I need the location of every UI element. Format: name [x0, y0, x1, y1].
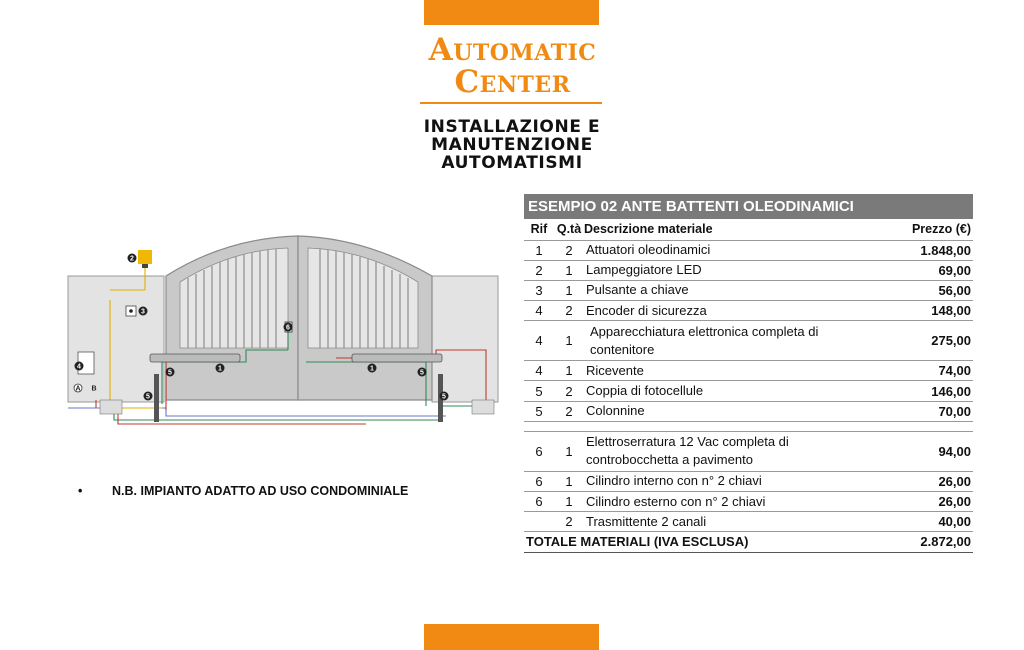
note-bullet: • — [78, 484, 83, 498]
bottom-accent-bar — [424, 624, 599, 650]
actuator-left — [150, 354, 240, 362]
page-subtitle — [412, 118, 612, 172]
subtitle-line-1: INSTALLAZIONE E — [423, 117, 601, 137]
callout-4: 4 — [77, 363, 81, 371]
table-row: 6 1 Cilindro esterno con n° 2 chiavi 26,00 — [524, 492, 973, 512]
brand-line-2: Center — [454, 64, 571, 100]
table-spacer-row — [524, 421, 973, 431]
table-row: 6 1 Elettroserratura 12 Vac completa di controbocchetta a pavimento 94,00 — [524, 431, 973, 471]
callout-5-a: 5 — [168, 369, 172, 377]
table-row: 5 2 Colonnine 70,00 — [524, 401, 973, 421]
callout-5-d: 5 — [442, 393, 446, 401]
brand-divider — [420, 102, 602, 104]
callout-5-c: 5 — [146, 393, 150, 401]
materials-table — [524, 194, 973, 553]
condominium-note — [78, 484, 408, 498]
label-a: A — [75, 385, 81, 393]
flashing-lamp — [138, 250, 152, 264]
table-row: 5 2 Coppia di fotocellule 146,00 — [524, 381, 973, 401]
subtitle-line-3: AUTOMATISMI — [441, 153, 583, 173]
table-row: 4 1 Apparecchiatura elettronica completa di contenitore 275,00 — [524, 321, 973, 361]
actuator-right — [352, 354, 442, 362]
callout-6: 6 — [286, 324, 290, 332]
callout-5-b: 5 — [420, 369, 424, 377]
left-wall — [68, 276, 164, 402]
col-rif: Rif — [524, 219, 554, 240]
total-value: 2.872,00 — [884, 532, 973, 552]
table-row: 4 1 Ricevente 74,00 — [524, 361, 973, 381]
table-row: 2 1 Lampeggiatore LED 69,00 — [524, 260, 973, 280]
subtitle-line-2: MANUTENZIONE — [431, 135, 593, 155]
table-row: 6 1 Cilindro interno con n° 2 chiavi 26,00 — [524, 471, 973, 491]
callout-1-right: 1 — [370, 365, 374, 373]
col-desc: Descrizione materiale — [584, 219, 884, 240]
callout-3: 3 — [141, 308, 145, 316]
photocell-column-left — [154, 374, 159, 422]
col-price: Prezzo (€) — [884, 219, 973, 240]
total-label: TOTALE MATERIALI (IVA ESCLUSA) — [524, 532, 884, 552]
table-row: 3 1 Pulsante a chiave 56,00 — [524, 280, 973, 300]
table-row: 1 2 Attuatori oleodinamici 1.848,00 — [524, 240, 973, 260]
gate-installation-diagram — [66, 230, 502, 430]
col-qty: Q.tà — [554, 219, 584, 240]
label-b: B — [91, 385, 97, 393]
top-accent-bar — [424, 0, 599, 25]
callout-1-left: 1 — [218, 365, 222, 373]
table-row: 4 2 Encoder di sicurezza 148,00 — [524, 301, 973, 321]
table-row: 2 Trasmittente 2 canali 40,00 — [524, 512, 973, 532]
table-total-row — [524, 532, 973, 552]
callout-2: 2 — [130, 255, 134, 263]
brand-logo — [420, 34, 605, 98]
brand-line-1: Automatic — [428, 32, 597, 68]
note-text: N.B. IMPIANTO ADATTO AD USO CONDOMINIALE — [112, 484, 409, 498]
table-title: ESEMPIO 02 ANTE BATTENTI OLEODINAMICI — [524, 194, 973, 219]
